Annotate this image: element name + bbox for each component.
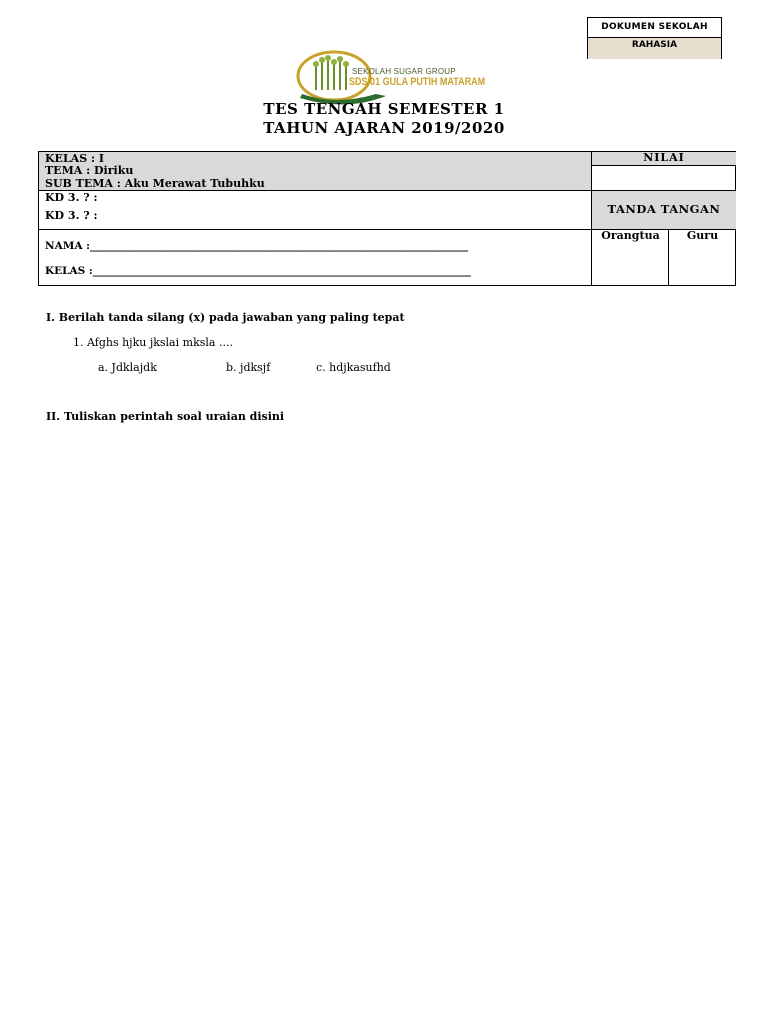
class-label: KELAS : I xyxy=(45,152,105,165)
class-field[interactable]: KELAS :________________________________________________________________________ xyxy=(45,265,471,277)
name-field[interactable]: NAMA :________________________________________________________________________ xyxy=(45,240,469,252)
exam-title: TES TENGAH SEMESTER 1 xyxy=(263,100,505,118)
kd-label-2: KD 3. ? : xyxy=(45,209,98,222)
stamp-label: DOKUMEN SEKOLAH xyxy=(588,18,721,38)
section-2-title: II. Tuliskan perintah soal uraian disini xyxy=(46,410,285,423)
student-info-table xyxy=(38,151,736,286)
nilai-label: NILAI xyxy=(643,151,685,164)
option-c: c. hdjkasufhd xyxy=(316,361,391,374)
question-1: 1. Afghs hjku jkslai mksla .... xyxy=(73,336,233,349)
subtheme-label: SUB TEMA : Aku Merawat Tubuhku xyxy=(45,177,265,190)
academic-year: TAHUN AJARAN 2019/2020 xyxy=(263,119,505,137)
teacher-label: Guru xyxy=(686,229,719,242)
section-1-title: I. Berilah tanda silang (x) pada jawaban yang paling tepat xyxy=(46,311,405,324)
parent-label: Orangtua xyxy=(601,229,660,242)
theme-label: TEMA : Diriku xyxy=(45,164,134,177)
stamp-classification: RAHASIA xyxy=(588,38,721,59)
kd-label-1: KD 3. ? : xyxy=(45,191,98,204)
option-a: a. Jdklajdk xyxy=(98,361,157,374)
option-b: b. jdksjf xyxy=(226,361,271,374)
logo-subtitle: SEKOLAH SUGAR GROUP xyxy=(352,67,456,76)
signature-label: TANDA TANGAN xyxy=(607,202,721,216)
logo-school-name: SDS 01 GULA PUTIH MATARAM xyxy=(349,76,486,88)
document-stamp xyxy=(587,17,722,59)
